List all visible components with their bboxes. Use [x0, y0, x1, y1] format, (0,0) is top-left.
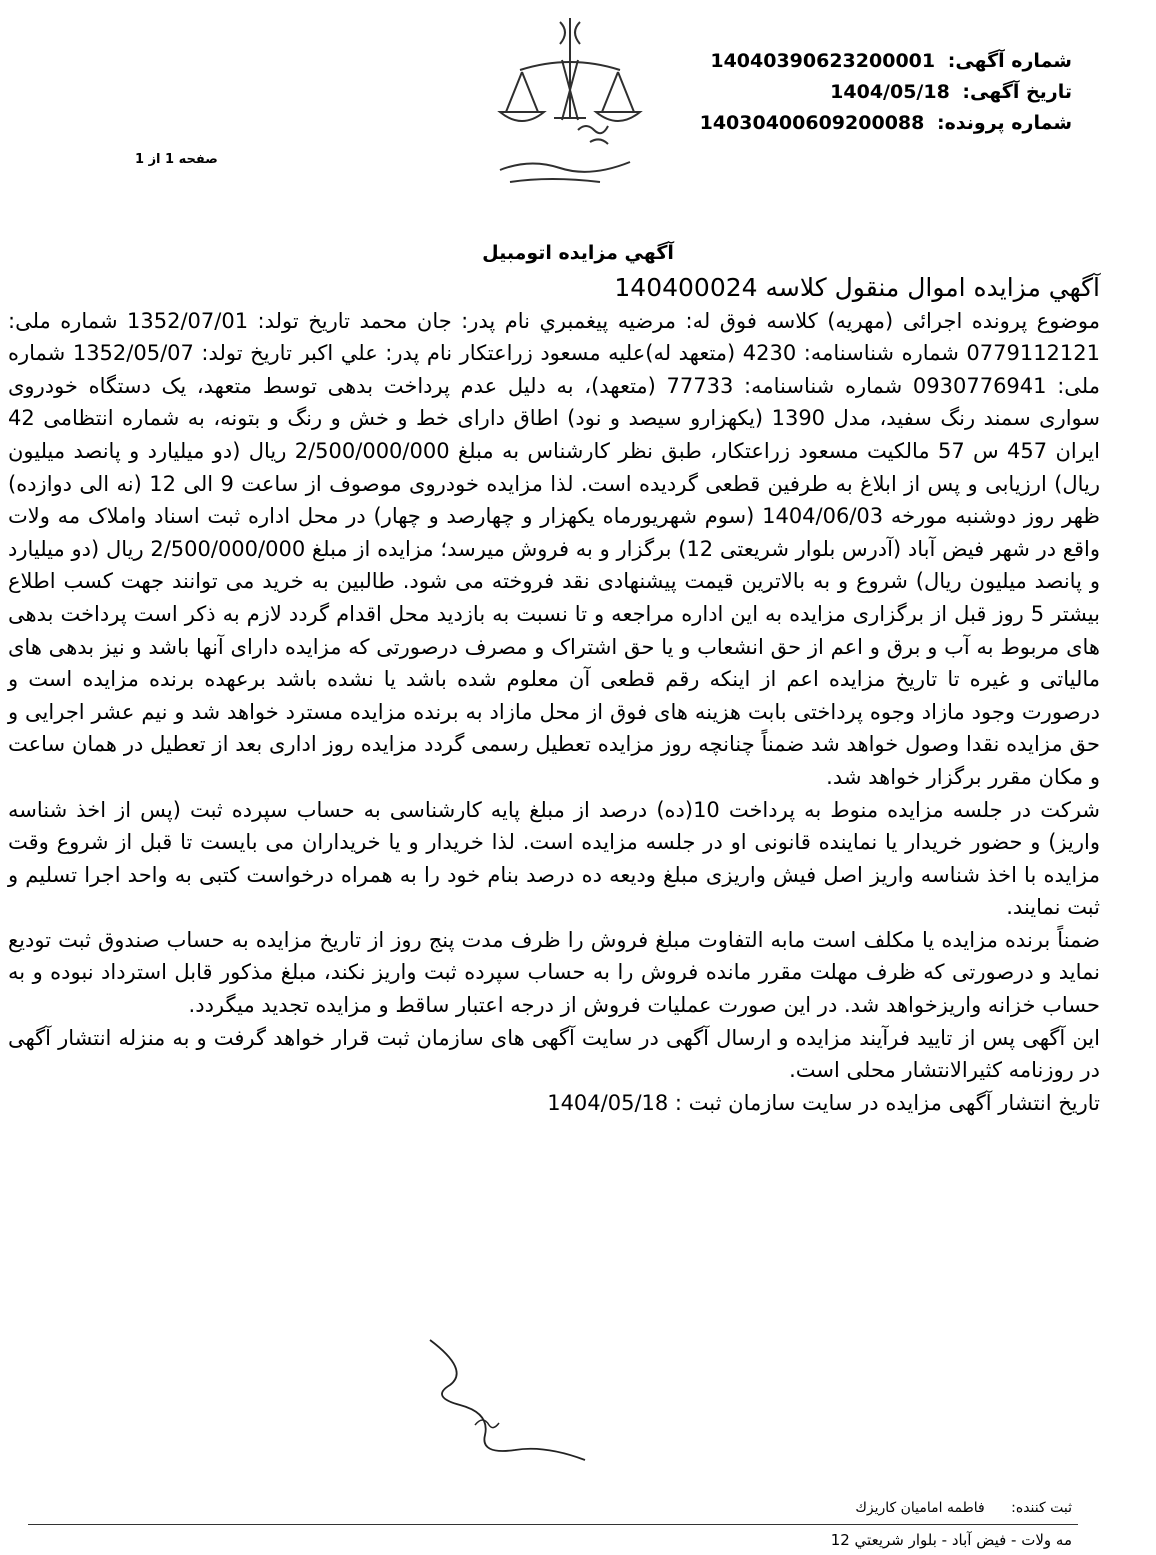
registrar-label: ثبت كننده:	[1011, 1500, 1072, 1516]
page-indicator: صفحه 1 از 1	[135, 152, 218, 167]
notice-paragraph-2: شركت در جلسه مزايده منوط به پرداخت 10(ده) درصد از مبلغ پايه كارشناسی به حساب سپرده ثبت (پس از اخذ شناسه واريز) و حضور خريدار يا نماينده قانونی او در جلسه مزايده است. لذا خريدار و يا خريداران می بايست تا قبل از شروع وقت مزايده با اخذ شناسه واريز اصل فيش واريزی مبلغ وديعه ده درصد بنام خود را به همراه درخواست كتبی به واحد اجرا تسليم و ثبت نمايند.	[8, 797, 1100, 920]
office-address: مه ولات - فيض آباد - بلوار شريعتي 12	[830, 1531, 1072, 1549]
footer-divider	[28, 1524, 1078, 1525]
notice-paragraph-5: تاريخ انتشار آگهی مزايده در سايت سازمان ثبت : 1404/05/18	[547, 1090, 1100, 1115]
page-title: آگهي مزايده اتومبيل	[482, 242, 674, 264]
notice-paragraph-1: موضوع پرونده اجرائی (مهريه) كلاسه فوق له: مرضيه پيغمبري نام پدر: جان محمد تاريخ تولد: 1352/07/01 شماره ملی: 0779112121 شماره شناسنامه: 4230 (متعهد له)عليه مسعود زراعتكار نام پدر: علي اكبر تاريخ تولد: 1352/05/07 شماره ملی: 0930776941 شماره شناسنامه: 77733 (متعهد)، به دليل عدم پرداخت بدهی توسط متعهد، يک دستگاه خودروی سواری سمند رنگ سفيد، مدل 1390 (يكهزارو سيصد و نود) اطاق دارای خط و خش و رنگ و بتونه، به شماره انتظامی 42 ايران 457 س 57 مالكيت مسعود زراعتكار، طبق نظر كارشناس به مبلغ 2/500/000/000 ريال (دو ميليارد و پانصد ميليون ريال) ارزيابی و پس از ابلاغ به طرفين قطعی گرديده است. لذا مزايده خودروی موصوف از ساعت 9 الی 12 (نه الی دوازده) ظهر روز دوشنبه مورخه 1404/06/03 (سوم شهريورماه يكهزار و چهارصد و چهار) در محل اداره ثبت اسناد واملاک مه ولات واقع در شهر فيض آباد (آدرس بلوار شريعتی 12) برگزار و به فروش ميرسد؛ مزايده از مبلغ 2/500/000/000 ريال (دو ميليارد و پانصد ميليون ريال) شروع و به بالاترين قيمت پيشنهادی نقد فروخته می شود. طالبين به خريد می توانند جهت كسب اطلاع بيشتر 5 روز قبل از برگزاری مزايده به اين اداره مراجعه و تا نسبت به بازديد محل اقدام گردد لازم به ذكر است پرداخت بدهی های مربوط به آب و برق و اعم از حق انشعاب و يا حق اشتراک و مصرف درصورتی كه مزايده دارای آنها باشد و نيز بدهی های مالياتی و غيره تا تاريخ مزايده اعم از اينكه رقم قطعی آن معلوم شده باشد يا نشده باشد برعهده برنده مزايده است و درصورت وجود مازاد وجوه پرداختی بابت هزينه های فوق از محل مازاد به برنده مزايده مسترد خواهد شد و نيم عشر اجرايی و حق مزايده نقدا وصول خواهد شد ضمناً چنانچه روز مزايده تعطيل رسمی گردد مزايده روز اداری بعد از تعطيل در همان ساعت و مكان مقرر برگزار خواهد شد.	[8, 308, 1100, 789]
notice-paragraph-3: ضمناً برنده مزايده يا مكلف است مابه التفاوت مبلغ فروش را ظرف مدت پنج روز از تاريخ مزايده به حساب صندوق ثبت توديع نمايد و درصورتی كه ظرف مهلت مقرر مانده فروش را به حساب سپرده ثبت واريز نكند، مبلغ مذكور قابل استرداد نبوده و به حساب خزانه واريزخواهد شد. در اين صورت عمليات فروش از درجه اعتبار ساقط و مزايده تجديد ميگردد.	[8, 927, 1100, 1018]
registrar-info	[855, 1500, 1072, 1516]
handwritten-signature	[420, 1330, 600, 1470]
notice-body	[8, 272, 1100, 1119]
notice-paragraph-4: اين آگهی پس از تاييد فرآيند مزايده و ارسال آگهی در سايت آگهی های سازمان ثبت قرار خواهد گرفت و به منزله انتشار آگهی در روزنامه كثيرالانتشار محلی است.	[8, 1025, 1100, 1083]
file-number-label: شماره پرونده:	[936, 112, 1072, 134]
file-number-row	[700, 108, 1072, 139]
ad-date-label: تاریخ آگهی:	[962, 81, 1072, 103]
judiciary-emblem-logo	[470, 10, 670, 195]
ad-date: 1404/05/18	[830, 81, 950, 103]
ad-meta	[700, 46, 1072, 139]
file-number: 14030400609200088	[699, 112, 925, 134]
registrar-name: فاطمه اماميان كاريزك	[855, 1500, 985, 1516]
ad-number-row	[700, 46, 1072, 77]
ad-number: 14040390623200001	[710, 50, 936, 72]
ad-number-label: شماره آگهی:	[947, 50, 1072, 72]
ad-date-row	[700, 77, 1072, 108]
notice-subtitle: آگهي مزايده اموال منقول كلاسه 140400024	[614, 273, 1100, 302]
